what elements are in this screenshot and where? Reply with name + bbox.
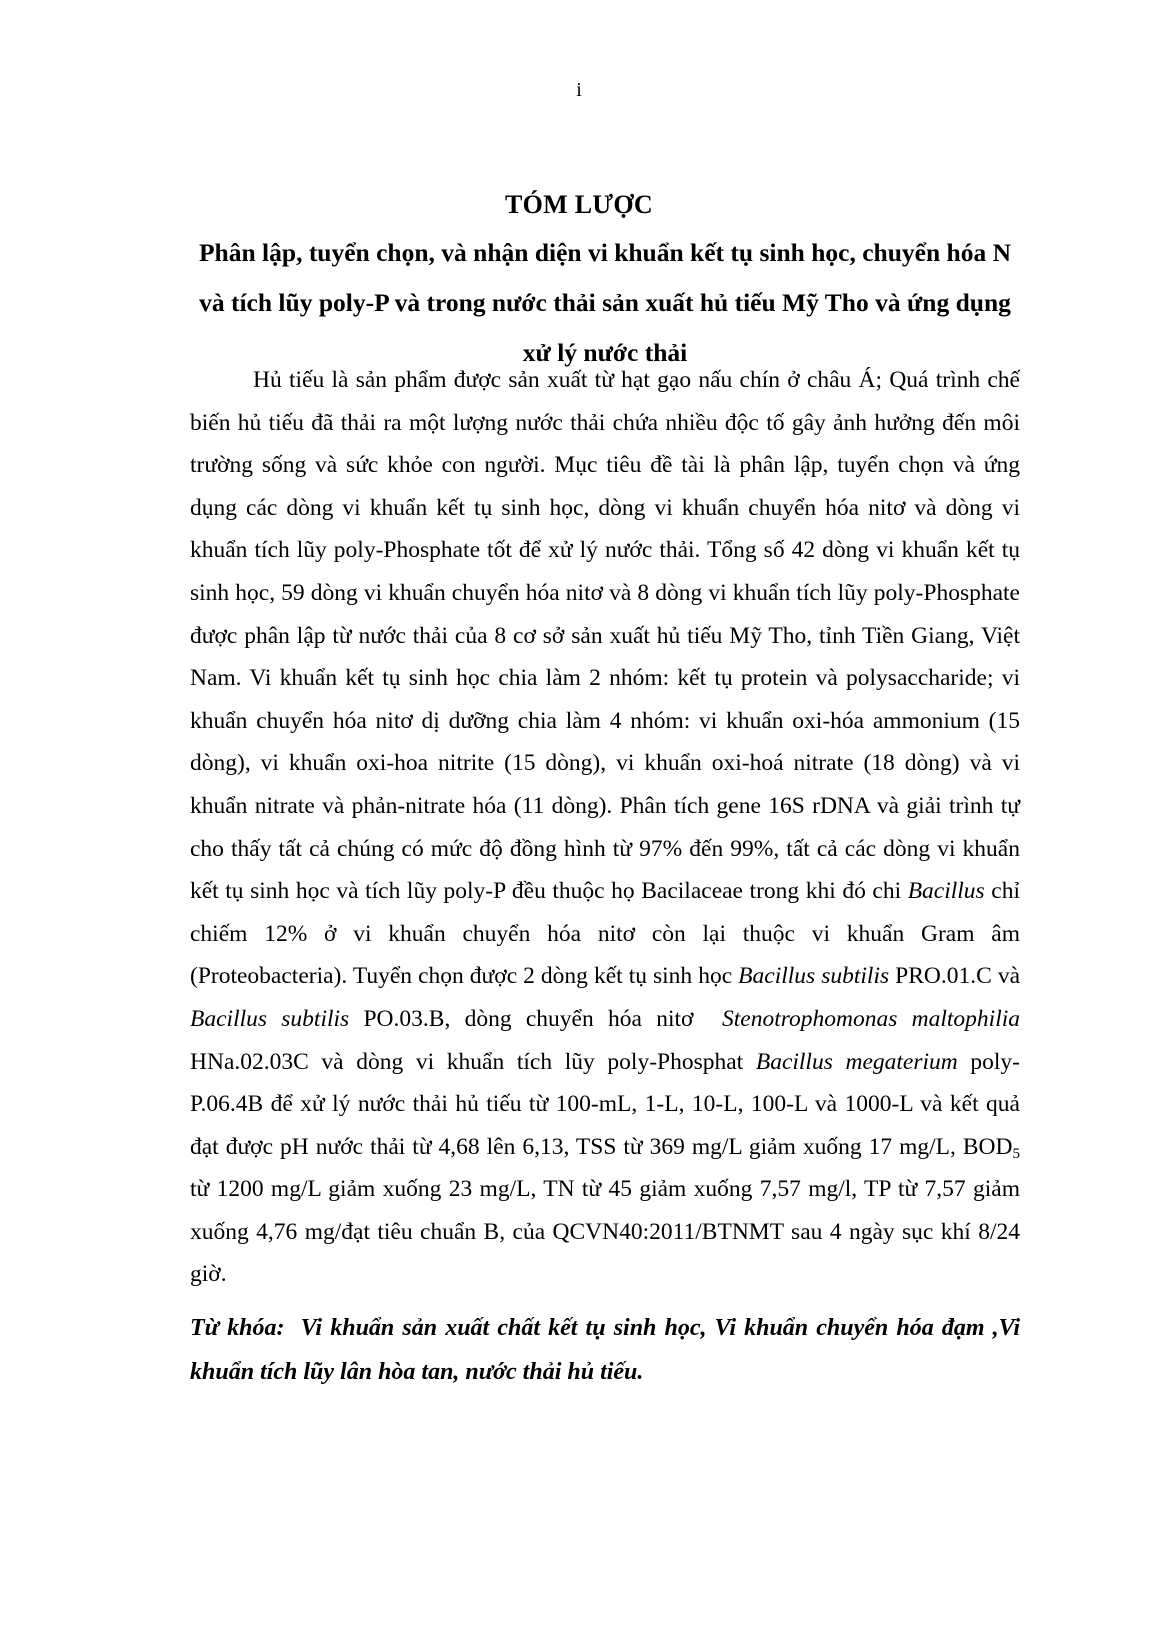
page-number: i bbox=[576, 79, 582, 101]
abstract-text: PO.03.B, dòng chuyển hóa nitơ bbox=[363, 1005, 694, 1032]
keywords bbox=[190, 1306, 1020, 1394]
document-subtitle: Phân lập, tuyển chọn, và nhận diện vi khuẩn kết tụ sinh học, chuyển hóa N và tích lũy poly-P và trong nước thải sản xuất hủ tiếu Mỹ Tho và ứng dụng xử lý nước thải bbox=[198, 238, 1011, 367]
species-name: Bacillus subtilis bbox=[190, 1005, 350, 1032]
abstract-text: PRO.01.C và bbox=[895, 963, 1021, 990]
keywords-text: Vi khuẩn sản xuất chất kết tụ sinh học, Vi khuẩn chuyển hóa đạm ,Vi khuẩn tích lũy lân hòa tan, nước thải hủ tiếu. bbox=[190, 1315, 1020, 1385]
keywords-label: Từ khóa: bbox=[190, 1315, 285, 1341]
abstract-text: chỉ chiếm 12% ở vi khuẩn chuyển hóa nitơ còn lại thuộc vi khuẩn Gram âm (Proteobacteria). Tuyển chọn được 2 dòng kết tụ sinh học bbox=[190, 878, 1021, 990]
abstract-text: từ 1200 mg/L giảm xuống 23 mg/L, TN từ 45 giảm xuống 7,57 mg/l, TP từ 7,57 giảm xuống 4,76 mg/đạt tiêu chuẩn B, của QCVN40:2011/BTNMT sau 4 ngày sục khí 8/24 giờ. bbox=[190, 1176, 1020, 1288]
abstract-text: Hủ tiếu là sản phẩm được sản xuất từ hạt gạo nấu chín ở châu Á; Quá trình chế biến hủ tiếu đã thải ra một lượng nước thải chứa nhiều độc tố gây ảnh hưởng đến môi trường sống và sức khỏe con người. Mục tiêu đề tài là phân lập, tuyển chọn và ứng dụng các dòng vi khuẩn kết tụ sinh học, dòng vi khuẩn chuyển hóa nitơ và dòng vi khuẩn tích lũy poly-Phosphate tốt để xử lý nước thải. Tổng số 42 dòng vi khuẩn kết tụ sinh học, 59 dòng vi khuẩn chuyển hóa nitơ và 8 dòng vi khuẩn tích lũy poly-Phosphate được phân lập từ nước thải của 8 cơ sở sản xuất hủ tiếu Mỹ Tho, tỉnh Tiền Giang, Việt Nam. Vi khuẩn kết tụ sinh học chia làm 2 nhóm: kết tụ protein và polysaccharide; vi khuẩn chuyển hóa nitơ dị dưỡng chia làm 4 nhóm: vi khuẩn oxi-hóa ammonium (15 dòng), vi khuẩn oxi-hoa nitrite (15 dòng), vi khuẩn oxi-hoá nitrate (18 dòng) và vi khuẩn nitrate và phản-nitrate hóa (11 dòng). Phân tích gene 16S rDNA và giải trình tự cho thấy tất cả chúng có mức độ đồng hình từ 97% đến 99%, tất cả các dòng vi khuẩn kết tụ sinh học và tích lũy poly-P đều thuộc họ Bacilaceae trong khi đó chi bbox=[190, 367, 1020, 905]
species-name: Stenotrophomonas maltophilia bbox=[721, 1005, 1020, 1032]
species-name: Bacillus subtilis bbox=[738, 963, 890, 990]
abstract-paragraph bbox=[190, 359, 1020, 1296]
abstract-text: poly-P.06.4B để xử lý nước thải hủ tiếu từ 100-mL, 1-L, 10-L, 100-L và 1000-L và kết quả đạt được pH nước thải từ 4,68 lên 6,13, TSS từ 369 mg/L giảm xuống 17 mg/L, BOD bbox=[190, 1048, 1021, 1160]
subscript: 5 bbox=[1012, 1145, 1020, 1162]
species-name: Bacillus bbox=[907, 878, 985, 905]
document-title: TÓM LƯỢC bbox=[504, 190, 654, 219]
abstract-text: HNa.02.03C và dòng vi khuẩn tích lũy poly-Phosphat bbox=[190, 1048, 744, 1075]
species-name: Bacillus megaterium bbox=[755, 1048, 958, 1075]
